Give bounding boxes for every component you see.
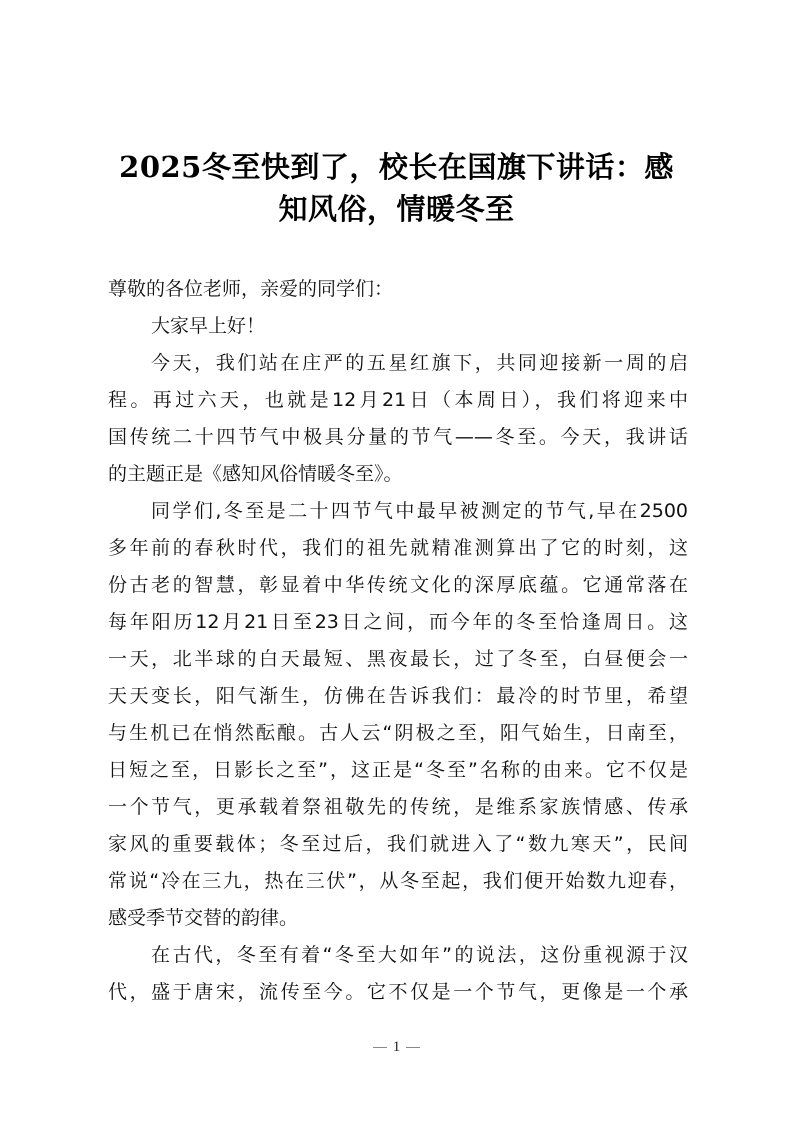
paragraph-line: 代，盛于唐宋，流传至今。它不仅是一个节气，更像是一个承 — [108, 981, 688, 1003]
paragraph-line: 每年阳历12月21日至23日之间，而今年的冬至恰逢周日。这 — [108, 611, 688, 633]
paragraph-line: 在古代，冬至有着“冬至大如年”的说法，这份重视源于汉 — [151, 944, 688, 966]
page-number: 1 — [392, 1039, 401, 1055]
paragraph-line: 同学们,冬至是二十四节气中最早被测定的节气,早在2500 — [151, 500, 688, 522]
paragraph-line: 与生机已在悄然酝酿。古人云“阴极之至，阳气始生，日南至， — [108, 722, 688, 744]
paragraph-1 — [108, 345, 688, 493]
paragraph-line: 今天，我们站在庄严的五星红旗下，共同迎接新一周的启 — [151, 352, 688, 374]
paragraph-line: 多年前的春秋时代，我们的祖先就精准测算出了它的时刻，这 — [108, 537, 688, 559]
paragraph-3 — [108, 937, 688, 1011]
paragraph-line: 的主题正是《感知风俗情暖冬至》。 — [108, 463, 403, 485]
paragraph-line: 感受季节交替的韵律。 — [108, 907, 299, 929]
paragraph-line: 一个节气，更承载着祭祖敬先的传统，是维系家族情感、传承 — [108, 796, 688, 818]
dash-right — [406, 1047, 420, 1048]
paragraph-line: 国传统二十四节气中极具分量的节气——冬至。今天，我讲话 — [108, 426, 688, 448]
paragraph-line: 日短之至，日影长之至”，这正是“冬至”名称的由来。它不仅是 — [108, 759, 688, 781]
salutation: 尊敬的各位老师，亲爱的同学们： — [108, 278, 394, 300]
paragraph-line: 家风的重要载体；冬至过后，我们就进入了“数九寒天”，民间 — [108, 833, 688, 855]
paragraph-line: 程。再过六天，也就是12月21日（本周日），我们将迎来中 — [108, 389, 688, 411]
document-title — [100, 146, 693, 230]
title-line-1: 2025冬至快到了，校长在国旗下讲话：感 — [119, 150, 674, 184]
paragraph-line: 天天变长，阳气渐生，仿佛在告诉我们：最冷的时节里，希望 — [108, 685, 688, 707]
title-line-2: 知风俗，情暖冬至 — [278, 192, 515, 226]
paragraph-line: 份古老的智慧，彰显着中华传统文化的深厚底蕴。它通常落在 — [108, 574, 688, 596]
document-body — [108, 271, 688, 1011]
dash-left — [373, 1047, 387, 1048]
paragraph-line: 常说“冷在三九，热在三伏”，从冬至起，我们便开始数九迎春， — [108, 870, 688, 892]
paragraph-2 — [108, 493, 688, 937]
page-footer — [0, 1039, 793, 1056]
greeting: 大家早上好！ — [151, 315, 266, 337]
paragraph-line: 一天，北半球的白天最短、黑夜最长，过了冬至，白昼便会一 — [108, 648, 688, 670]
